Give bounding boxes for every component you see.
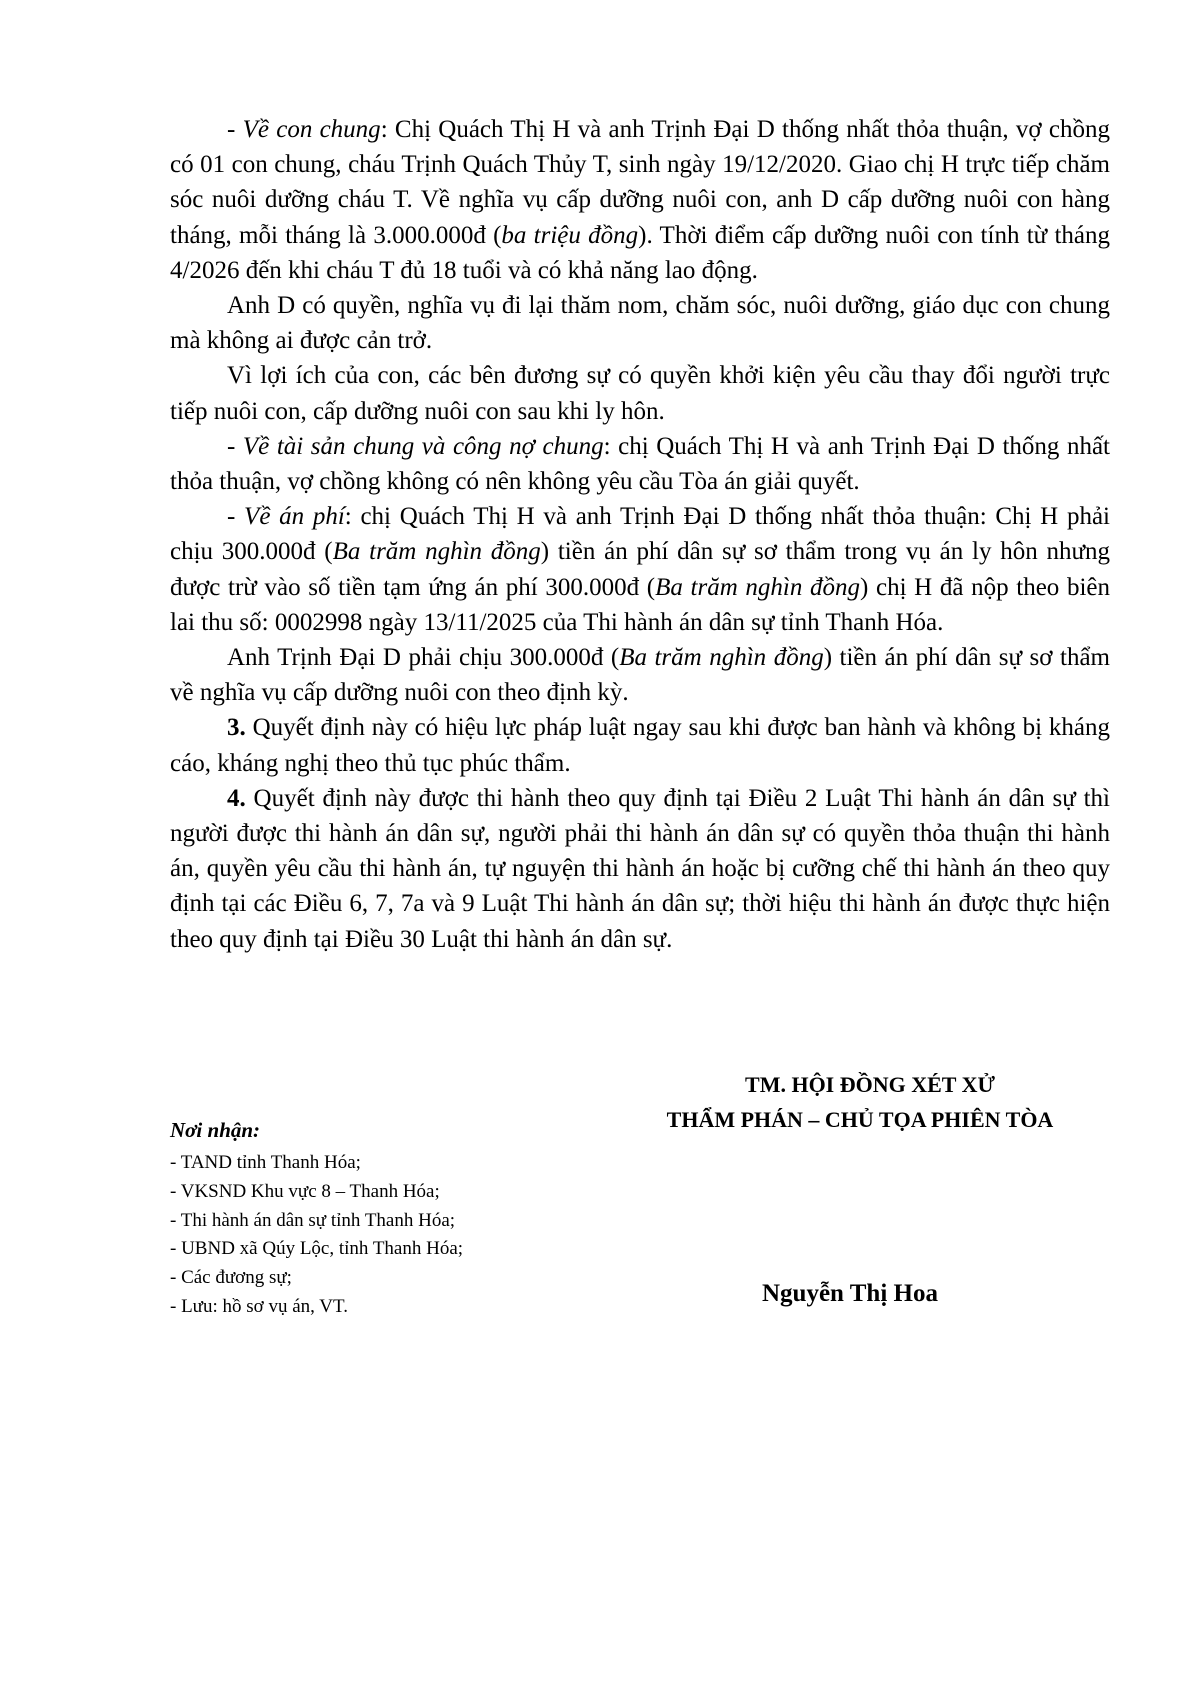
text-segment: Anh D có quyền, nghĩa vụ đi lại thăm nom, chăm sóc, nuôi dưỡng, giáo dục con chung mà không ai được cản trở.: [170, 292, 1110, 355]
text-segment: 4.: [227, 784, 246, 812]
text-segment: 3.: [227, 714, 246, 742]
text-segment: Ba trăm nghìn đồng: [332, 538, 541, 566]
text-segment: Về án phí: [244, 503, 345, 531]
text-segment: Về tài sản chung và công nợ chung: [242, 432, 604, 460]
paragraph-con-chung: [170, 112, 1110, 288]
text-segment: -: [227, 432, 243, 460]
paragraph-muc-3: [170, 710, 1110, 780]
recipient-item: - Các đương sự;: [170, 1267, 292, 1289]
text-segment: ) tiền án phí dân sự sơ thẩm về nghĩa vụ cấp dưỡng nuôi con theo định kỳ.: [170, 644, 1110, 707]
signature-heading: [620, 1067, 1100, 1137]
signature-line-judge: THẨM PHÁN – CHỦ TỌA PHIÊN TÒA: [666, 1107, 1054, 1132]
recipients-title: Nơi nhận:: [170, 1118, 261, 1142]
paragraph-tai-san-chung: [170, 429, 1110, 499]
paragraph-loi-ich-con: [170, 358, 1110, 428]
paragraph-muc-4: [170, 781, 1110, 957]
paragraph-quyen-tham-nom: [170, 288, 1110, 358]
text-segment: ) chị H đã nộp theo biên lai thu số: 0002998 ngày 13/11/2025 của Thi hành án dân sự tỉnh Thanh Hóa.: [170, 573, 1110, 636]
text-segment: Quyết định này được thi hành theo quy định tại Điều 2 Luật Thi hành án dân sự thì người được thi hành án dân sự, người phải thi hành án dân sự có quyền thỏa thuận thi hành án, quyền yêu cầu thi hành án, tự nguyện thi hành án hoặc bị cưỡng chế thi hành án theo quy định tại các Điều 6, 7, 7a và 9 Luật Thi hành án dân sự; thời hiệu thi hành án được thực hiện theo quy định tại Điều 30 Luật thi hành án dân sự.: [170, 784, 1110, 953]
text-segment: ba triệu đồng: [501, 221, 639, 249]
text-segment: : chị Quách Thị H và anh Trịnh Đại D thống nhất thỏa thuận, vợ chồng không có nên không yêu cầu Tòa án giải quyết.: [170, 432, 1110, 496]
signature-line-council: TM. HỘI ĐỒNG XÉT XỬ: [745, 1072, 995, 1097]
paragraph-an-phi-anh-d: [170, 640, 1110, 710]
recipient-item: - TAND tỉnh Thanh Hóa;: [170, 1152, 361, 1173]
recipient-item: - UBND xã Qúy Lộc, tỉnh Thanh Hóa;: [170, 1238, 464, 1260]
text-segment: Về con chung: [242, 116, 381, 143]
text-segment: Quyết định này có hiệu lực pháp luật ngay sau khi được ban hành và không bị kháng cáo, kháng nghị theo thủ tục phúc thẩm.: [170, 714, 1110, 777]
text-segment: Ba trăm nghìn đồng: [619, 644, 824, 672]
recipient-item: - Lưu: hồ sơ vụ án, VT.: [170, 1295, 348, 1317]
text-segment: ) tiền án phí dân sự sơ thẩm trong vụ án ly hôn nhưng được trừ vào số tiền tạm ứng án phí 300.000đ (: [170, 538, 1110, 601]
text-segment: Ba trăm nghìn đồng: [655, 573, 861, 601]
text-segment: Anh Trịnh Đại D phải chịu 300.000đ (: [227, 644, 620, 672]
decision-body: [170, 112, 1110, 957]
text-segment: : Chị Quách Thị H và anh Trịnh Đại D thống nhất thỏa thuận, vợ chồng có 01 con chung, cháu Trịnh Quách Thủy T, sinh ngày 19/12/2020. Giao chị H trực tiếp chăm sóc nuôi dưỡng cháu T. Về nghĩa vụ cấp dưỡng nuôi con, anh D cấp dưỡng nuôi con hàng tháng, mỗi tháng là 3.000.000đ (: [170, 116, 1110, 249]
text-segment: ). Thời điểm cấp dưỡng nuôi con tính từ tháng 4/2026 đến khi cháu T đủ 18 tuổi và có khả năng lao động.: [170, 221, 1111, 284]
recipient-item: - Thi hành án dân sự tỉnh Thanh Hóa;: [170, 1209, 456, 1231]
text-segment: Vì lợi ích của con, các bên đương sự có quyền khởi kiện yêu cầu thay đổi người trực tiếp nuôi con, cấp dưỡng nuôi con sau khi ly hôn.: [170, 362, 1110, 425]
paragraph-an-phi: [170, 499, 1110, 640]
text-segment: : chị Quách Thị H và anh Trịnh Đại D thống nhất thỏa thuận: Chị H phải chịu 300.000đ (: [170, 503, 1110, 566]
signer-name: Nguyễn Thị Hoa: [762, 1280, 938, 1307]
recipients-block: [170, 1115, 610, 1322]
recipient-item: - VKSND Khu vực 8 – Thanh Hóa;: [170, 1180, 440, 1202]
text-segment: -: [227, 116, 243, 143]
text-segment: -: [227, 503, 245, 531]
